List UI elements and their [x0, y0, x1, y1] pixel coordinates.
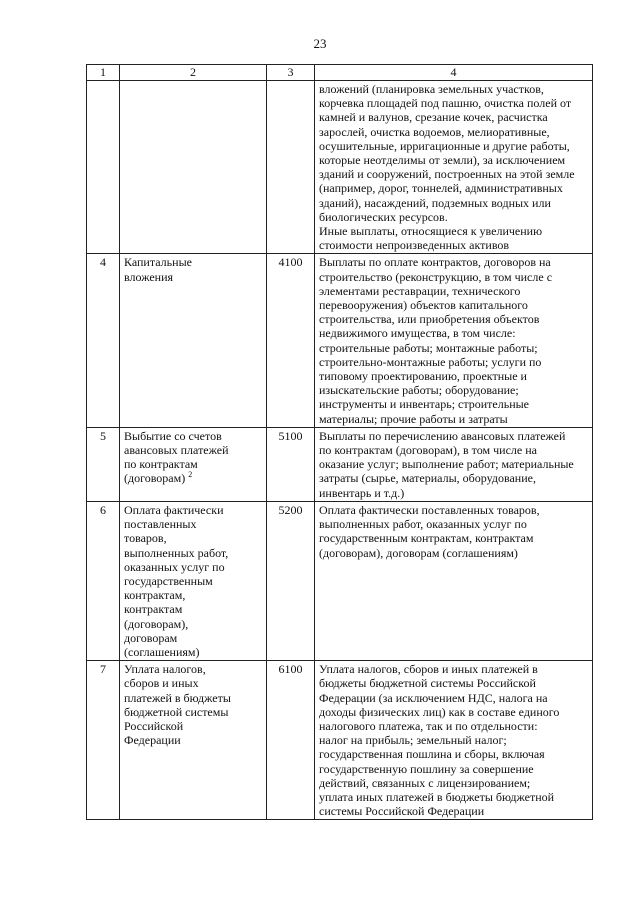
item-name-text: Выбытие со счетов: [124, 428, 222, 443]
description-line: материалы; прочие работы и затраты: [319, 411, 508, 426]
description-line: оказание услуг; выполнение работ; материальные: [319, 457, 574, 472]
description-line: действий, связанных с лицензированием;: [319, 775, 531, 790]
item-name-text: бюджетной системы: [124, 704, 229, 719]
description-cell: [315, 661, 593, 820]
item-name-line: [124, 645, 262, 659]
description-line: Федерации (за исключением НДС, налога на: [319, 690, 548, 705]
table-row: [87, 661, 593, 820]
item-name-line: [124, 443, 262, 457]
description-line: уплата иных платежей в бюджеты бюджетной: [319, 789, 555, 804]
item-name-text: договорам: [124, 630, 178, 645]
item-name-text: платежей в бюджеты: [124, 690, 231, 705]
item-name-cell: [120, 81, 267, 254]
item-name-text: контрактам: [124, 602, 183, 617]
table-row: [87, 501, 593, 660]
description-line: выполненных работ, оказанных услуг по: [319, 517, 527, 532]
code-cell: [267, 81, 315, 254]
item-name-cell: [120, 427, 267, 501]
item-name-line: [124, 662, 262, 676]
item-name-text: Российской: [124, 718, 184, 733]
description-line: бюджеты бюджетной системы Российской: [319, 676, 536, 691]
item-name-cell: [120, 254, 267, 427]
item-name-text: выполненных работ,: [124, 545, 229, 560]
description-line: по контрактам (договорам), в том числе на: [319, 443, 537, 458]
item-name-line: [124, 676, 262, 690]
item-name-text: товаров,: [124, 531, 167, 546]
item-name-line: [124, 270, 262, 284]
table-row: [87, 81, 593, 254]
column-header-4: 4: [315, 65, 593, 81]
description-line: строительства, или приобретения объектов: [319, 312, 540, 327]
description-cell: [315, 501, 593, 660]
item-name-line: [124, 546, 262, 560]
description-line: недвижимого имущества, в том числе:: [319, 326, 516, 341]
description-line: государственная пошлина и сборы, включая: [319, 747, 545, 762]
description-line: инвентарь и т.д.): [319, 485, 405, 500]
column-header-3: 3: [267, 65, 315, 81]
row-number-cell: 7: [87, 661, 120, 820]
table-header-row: [87, 65, 593, 81]
description-line: перевооружения) объектов капитального: [319, 298, 528, 313]
item-name-text: авансовых платежей: [124, 443, 229, 458]
footnote-marker: 2: [188, 470, 193, 480]
description-line: государственную пошлину за совершение: [319, 761, 534, 776]
column-header-2: 2: [120, 65, 267, 81]
description-line: государственным контрактам, контрактам: [319, 531, 534, 546]
description-line: строительство (реконструкцию, в том числе с: [319, 269, 553, 284]
description-line: элементами реставрации, технического: [319, 283, 521, 298]
item-name-text: по контрактам: [124, 457, 198, 472]
item-name-line: [124, 588, 262, 602]
description-line: зданий и сооружений, построенных на этой земле: [319, 167, 575, 182]
item-name-line: [124, 719, 262, 733]
description-line: налогового платежа, так и по отдельности:: [319, 718, 538, 733]
description-line: Выплаты по оплате контрактов, договоров на: [319, 255, 551, 270]
item-name-line: [124, 602, 262, 616]
description-line: строительно-монтажные работы; услуги по: [319, 354, 542, 369]
item-name-text: вложения: [124, 269, 174, 284]
table-row: [87, 427, 593, 501]
row-number-cell: 6: [87, 501, 120, 660]
description-line: Уплата налогов, сборов и иных платежей в: [319, 662, 538, 677]
code-cell: 6100: [267, 661, 315, 820]
item-name-text: Федерации: [124, 733, 181, 748]
description-line: (договорам), договорам (соглашениям): [319, 545, 518, 560]
description-line: камней и валунов, срезание кочек, расчистка: [319, 110, 548, 125]
item-name-line: [124, 471, 262, 485]
item-name-text: (соглашениям): [124, 644, 200, 659]
description-line: осушительные, ирригационные и другие работы,: [319, 138, 570, 153]
budget-classification-table: [86, 64, 593, 820]
description-cell: [315, 81, 593, 254]
description-cell: [315, 254, 593, 427]
item-name-text: Оплата фактически: [124, 502, 224, 517]
description-line: Оплата фактически поставленных товаров,: [319, 502, 540, 517]
description-line: биологических ресурсов.: [319, 209, 448, 224]
description-line: Иные выплаты, относящиеся к увеличению: [319, 224, 543, 239]
item-name-text: поставленных: [124, 517, 197, 532]
code-cell: 4100: [267, 254, 315, 427]
item-name-text: (договорам): [124, 471, 186, 486]
item-name-text: государственным: [124, 573, 213, 588]
row-number-cell: 4: [87, 254, 120, 427]
code-cell: 5200: [267, 501, 315, 660]
item-name-text: контрактам,: [124, 588, 186, 603]
table-row: [87, 254, 593, 427]
item-name-text: (договорам),: [124, 616, 189, 631]
item-name-line: [124, 429, 262, 443]
description-line: зарослей, очистка водоемов, мелиоративные,: [319, 124, 550, 139]
item-name-line: [124, 691, 262, 705]
item-name-line: [124, 457, 262, 471]
item-name-text: Уплата налогов,: [124, 662, 206, 677]
description-line: корчевка площадей под пашню, очистка полей от: [319, 96, 572, 111]
item-name-text: сборов и иных: [124, 676, 199, 691]
item-name-line: [124, 255, 262, 269]
item-name-line: [124, 503, 262, 517]
description-line: доходы физических лиц) как в составе единого: [319, 704, 560, 719]
description-cell: [315, 427, 593, 501]
column-header-1: 1: [87, 65, 120, 81]
description-line: зданий), насаждений, подземных водных или: [319, 195, 551, 210]
row-number-cell: 5: [87, 427, 120, 501]
item-name-cell: [120, 661, 267, 820]
item-name-line: [124, 531, 262, 545]
item-name-text: Капитальные: [124, 255, 192, 270]
item-name-line: [124, 617, 262, 631]
item-name-line: [124, 517, 262, 531]
row-number-cell: [87, 81, 120, 254]
description-line: налог на прибыль; земельный налог;: [319, 733, 507, 748]
item-name-line: [124, 705, 262, 719]
description-line: (например, дорог, тоннелей, административных: [319, 181, 563, 196]
description-line: инструменты и инвентарь; строительные: [319, 397, 530, 412]
item-name-line: [124, 733, 262, 747]
description-line: вложений (планировка земельных участков,: [319, 82, 544, 96]
description-line: типовому проектированию, проектные и: [319, 369, 527, 384]
page-number: 23: [313, 36, 327, 51]
description-line: стоимости непроизведенных активов: [319, 238, 510, 253]
description-line: системы Российской Федерации: [319, 804, 485, 819]
table-body: [87, 81, 593, 820]
item-name-line: [124, 560, 262, 574]
description-line: изыскательские работы; оборудование;: [319, 383, 519, 398]
description-line: затраты (сырье, материалы, оборудование,: [319, 471, 536, 486]
code-cell: 5100: [267, 427, 315, 501]
item-name-text: оказанных услуг по: [124, 559, 225, 574]
item-name-line: [124, 631, 262, 645]
description-line: Выплаты по перечислению авансовых платежей: [319, 428, 566, 443]
item-name-line: [124, 574, 262, 588]
item-name-cell: [120, 501, 267, 660]
description-line: строительные работы; монтажные работы;: [319, 340, 538, 355]
description-line: которые неотделимы от земли), за исключением: [319, 153, 566, 168]
